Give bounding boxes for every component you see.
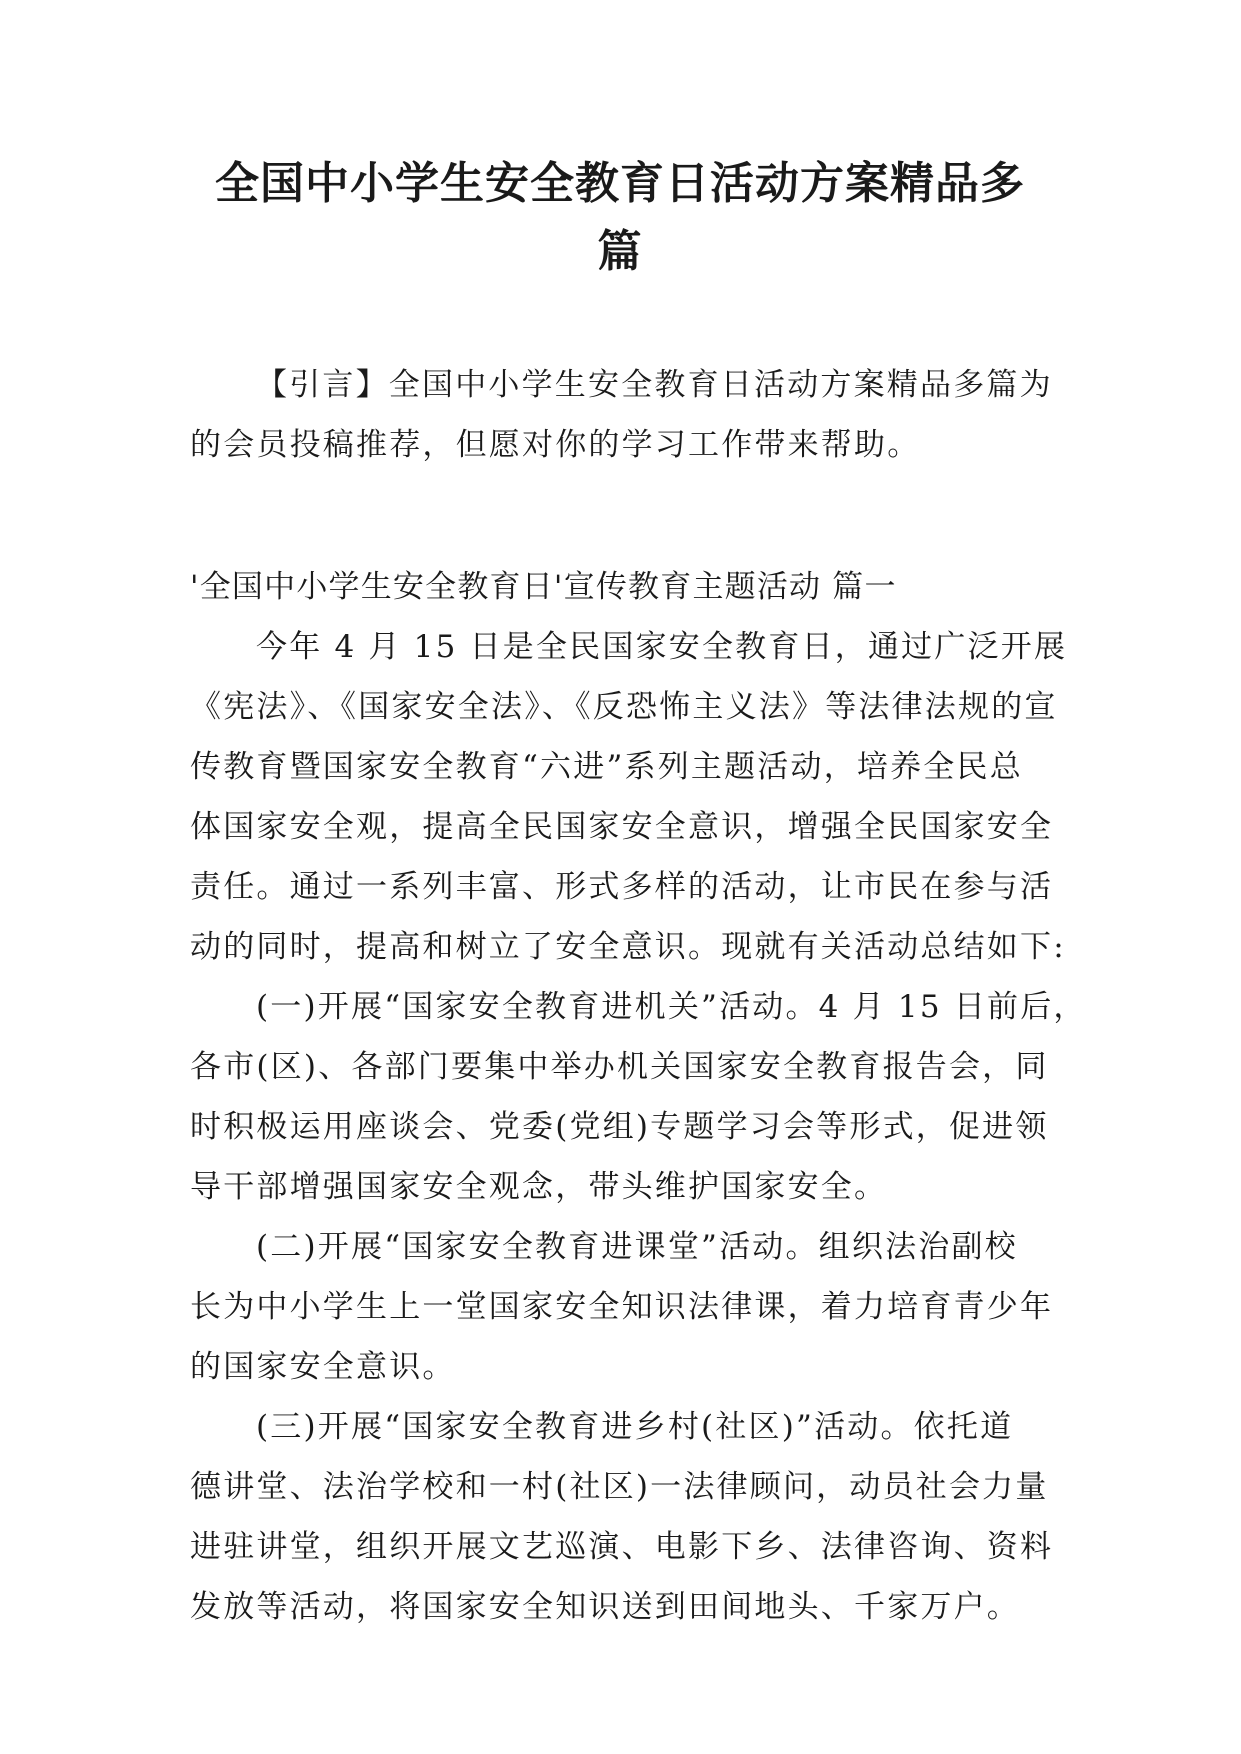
paragraph-line: 各市(区)、各部门要集中举办机关国家安全教育报告会，同 xyxy=(190,1049,1049,1085)
document-title-line: 全国中小学生安全教育日活动方案精品多 xyxy=(215,158,1025,209)
document-title-line: 篇 xyxy=(597,226,643,277)
paragraph-line: 《宪法》、《国家安全法》、《反恐怖主义法》等法律法规的宣 xyxy=(190,689,1058,725)
paragraph-line: 今年 4 月 15 日是全民国家安全教育日，通过广泛开展 xyxy=(256,629,1068,665)
document-title xyxy=(140,150,1100,286)
paragraph xyxy=(190,1397,1052,1637)
paragraph-line: 体国家安全观，提高全民国家安全意识，增强全民国家安全 xyxy=(190,809,1054,845)
paragraph-line: 动的同时，提高和树立了安全意识。现就有关活动总结如下: xyxy=(190,929,1066,965)
paragraph xyxy=(190,1217,1052,1397)
paragraph-line: 的国家安全意识。 xyxy=(190,1349,456,1385)
paragraph-line: (二)开展“国家安全教育进课堂”活动。组织法治副校 xyxy=(256,1229,1018,1265)
section-heading: '全国中小学生安全教育日'宣传教育主题活动 篇一 xyxy=(190,569,897,605)
paragraph xyxy=(190,977,1087,1217)
spacer xyxy=(190,475,1052,557)
document-body xyxy=(190,355,1087,1637)
paragraph-line: 【引言】全国中小学生安全教育日活动方案精品多篇为 xyxy=(256,367,1053,403)
paragraph-line: 长为中小学生上一堂国家安全知识法律课，着力培育青少年 xyxy=(190,1289,1054,1325)
paragraph-line: 传教育暨国家安全教育“六进”系列主题活动，培养全民总 xyxy=(190,749,1023,785)
paragraph-line: 的会员投稿推荐，但愿对你的学习工作带来帮助。 xyxy=(190,427,921,463)
paragraph-line: (一)开展“国家安全教育进机关”活动。4 月 15 日前后， xyxy=(256,989,1087,1025)
paragraph-line: 责任。通过一系列丰富、形式多样的活动，让市民在参与活 xyxy=(190,869,1054,905)
paragraph-line: 导干部增强国家安全观念，带头维护国家安全。 xyxy=(190,1169,888,1205)
paragraph-line: 时积极运用座谈会、党委(党组)专题学习会等形式，促进领 xyxy=(190,1109,1049,1145)
paragraph-line: 进驻讲堂，组织开展文艺巡演、电影下乡、法律咨询、资料 xyxy=(190,1529,1054,1565)
paragraph-line: (三)开展“国家安全教育进乡村(社区)”活动。依托道 xyxy=(256,1409,1014,1445)
intro-paragraph xyxy=(190,355,1052,475)
paragraph-line: 德讲堂、法治学校和一村(社区)一法律顾问，动员社会力量 xyxy=(190,1469,1049,1505)
paragraph xyxy=(190,617,1068,977)
paragraph-line: 发放等活动，将国家安全知识送到田间地头、千家万户。 xyxy=(190,1589,1020,1625)
